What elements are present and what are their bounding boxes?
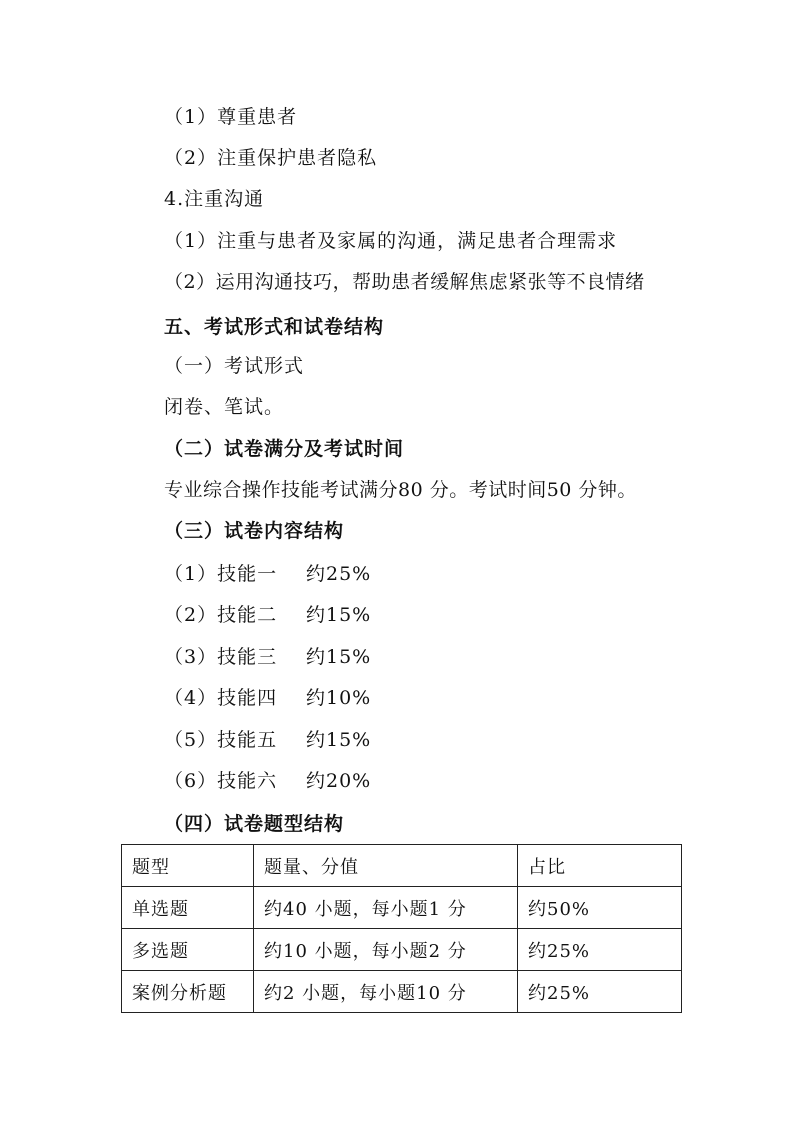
skill-percent: 约15%	[306, 729, 372, 751]
skill-label: （2）技能二	[164, 604, 278, 626]
table-cell: 约50%	[518, 887, 682, 929]
skill-label: （5）技能五	[164, 729, 278, 751]
skill-percent: 约20%	[306, 770, 372, 792]
table-cell: 多选题	[122, 929, 254, 971]
paragraph: 闭卷、笔试。	[164, 396, 285, 418]
list-item: （1）尊重患者	[164, 106, 298, 128]
list-item: （2）注重保护患者隐私	[164, 147, 378, 169]
skill-percent: 约15%	[306, 604, 372, 626]
skill-label: （1）技能一	[164, 563, 278, 585]
table-cell: 约10 小题，每小题2 分	[254, 929, 518, 971]
list-item	[164, 769, 371, 793]
list-item: （1）注重与患者及家属的沟通，满足患者合理需求	[164, 230, 618, 252]
table-row	[122, 971, 682, 1013]
table-cell: 约25%	[518, 971, 682, 1013]
subsection-heading: （四）试卷题型结构	[164, 813, 345, 835]
table-cell: 约40 小题，每小题1 分	[254, 887, 518, 929]
skill-percent: 约25%	[306, 563, 372, 585]
subsection-heading: （一）考试形式	[164, 355, 305, 377]
subsection-heading: （三）试卷内容结构	[164, 520, 345, 542]
skill-label: （3）技能三	[164, 646, 278, 668]
subsection-heading: （二）试卷满分及考试时间	[164, 438, 405, 460]
skill-percent: 约10%	[306, 687, 372, 709]
section-heading: 4.注重沟通	[164, 188, 265, 210]
table-row	[122, 887, 682, 929]
table-header-cell: 占比	[518, 845, 682, 887]
skill-label: （4）技能四	[164, 687, 278, 709]
skill-label: （6）技能六	[164, 770, 278, 792]
skill-percent: 约15%	[306, 646, 372, 668]
table-cell: 案例分析题	[122, 971, 254, 1013]
list-item: （2）运用沟通技巧，帮助患者缓解焦虑紧张等不良情绪	[164, 271, 645, 293]
question-type-table	[121, 844, 682, 1013]
table-cell: 单选题	[122, 887, 254, 929]
list-item	[164, 603, 371, 627]
paragraph: 专业综合操作技能考试满分80 分。考试时间50 分钟。	[164, 479, 637, 501]
page-title: 五、考试形式和试卷结构	[164, 316, 385, 338]
table-header-cell: 题量、分值	[254, 845, 518, 887]
list-item	[164, 562, 371, 586]
table-cell: 约25%	[518, 929, 682, 971]
table-row	[122, 929, 682, 971]
list-item	[164, 645, 371, 669]
table-header-row	[122, 845, 682, 887]
list-item	[164, 686, 371, 710]
table-header-cell: 题型	[122, 845, 254, 887]
list-item	[164, 728, 371, 752]
table-cell: 约2 小题，每小题10 分	[254, 971, 518, 1013]
